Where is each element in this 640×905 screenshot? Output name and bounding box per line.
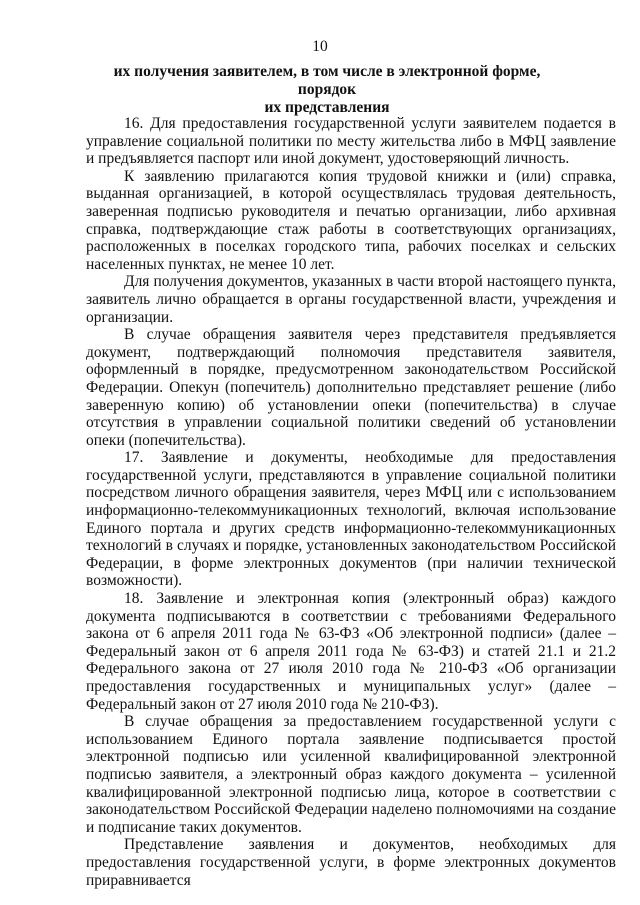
paragraph-16: 16. Для предоставления государственной услуги заявителем подается в управление социальной политики по месту жительства либо в МФЦ заявление и предъявляется паспорт или иной документ, удостоверяющий личность. [86, 115, 616, 168]
section-heading-line: их представления [264, 99, 390, 116]
section-heading-line: их получения заявителем, в том числе в электронной форме, порядок [113, 63, 541, 98]
paragraph-17: 17. Заявление и документы, необходимые для предоставления государственной услуги, представляются в управление социальной политики посредством личного обращения заявителя, через МФЦ или с использованием информационно-телекоммуникационных технологий, включая использование Единого портала и других средств информационно-телекоммуникационных технологий в случаях и порядке, установленных законодательством Российской Федерации, в форме электронных документов (при наличии технической возможности). [86, 449, 616, 590]
paragraph-personal-request: Для получения документов, указанных в части второй настоящего пункта, заявитель лично обращается в органы государственной власти, учреждения и организации. [86, 273, 616, 326]
paragraph-attachments: К заявлению прилагаются копия трудовой книжки и (или) справка, выданная организацией, в которой осуществлялась трудовая деятельность, заверенная подписью руководителя и печатью организации, либо архивная справка, подтверждающие стаж работы в соответствующих организациях, расположенных в поселках городского типа, рабочих поселках и сельских населенных пунктах, не менее 10 лет. [86, 167, 616, 273]
paragraph-single-portal: В случае обращения за предоставлением государственной услуги с использованием Единого портала заявление подписывается простой электронной подписью или усиленной квалифицированной электронной подписью заявителя, а электронный образ каждого документа – усиленной квалифицированной электронной подписью лица, которое в соответствии с законодательством Российской Федерации наделено полномочиями на создание и подписание таких документов. [86, 713, 616, 836]
paragraph-electronic-submission: Представление заявления и документов, необходимых для предоставления государственной услуги, в форме электронных документов приравнивается [86, 836, 616, 889]
section-heading [86, 63, 568, 117]
page-number: 10 [312, 38, 328, 55]
document-body [86, 115, 616, 889]
paragraph-18: 18. Заявление и электронная копия (электронный образ) каждого документа подписываются в соответствии с требованиями Федерального закона от 6 апреля 2011 года № 63-ФЗ «Об электронной подписи» (далее – Федеральный закон от 6 апреля 2011 года № 63-ФЗ) и статей 21.1 и 21.2 Федерального закона от 27 июля 2010 года № 210-ФЗ «Об организации предоставления государственных и муниципальных услуг» (далее – Федеральный закон от 27 июля 2010 года № 210-ФЗ). [86, 590, 616, 713]
paragraph-representative: В случае обращения заявителя через представителя предъявляется документ, подтверждающий полномочия представителя заявителя, оформленный в порядке, предусмотренном законодательством Российской Федерации. Опекун (попечитель) дополнительно представляет решение (либо заверенную копию) об установлении опеки (попечительства) в случае отсутствия в управлении социальной политики сведений об установлении опеки (попечительства). [86, 326, 616, 449]
